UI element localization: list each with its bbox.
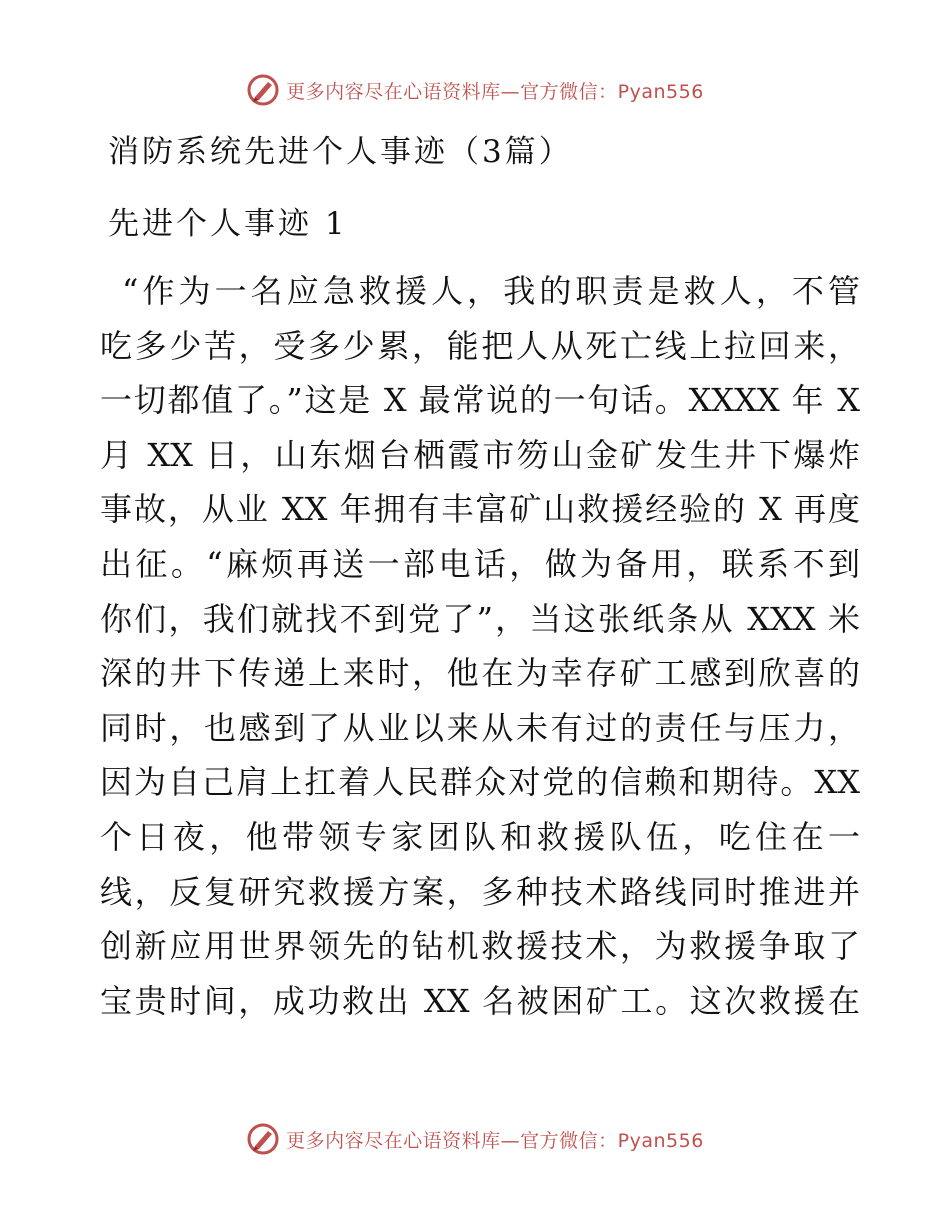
- body-line: 吃多少苦，受多少累，能把人从死亡线上拉回来，: [100, 326, 860, 365]
- body-line: 宝贵时间，成功救出 XX 名被困矿工。这次救援在: [100, 981, 860, 1020]
- body-line: 创新应用世界领先的钻机救援技术，为救援争取了: [100, 927, 860, 966]
- footer-banner-text: 更多内容尽在心语资料库—官方微信：Pyan556: [286, 1129, 704, 1152]
- header-banner: [0, 70, 950, 110]
- body-line: 线，反复研究救援方案，多种技术路线同时推进并: [100, 872, 860, 911]
- pen-logo-icon: [246, 1122, 280, 1156]
- body-line: 你们，我们就找不到党了”，当这张纸条从 XXX 米: [100, 599, 860, 638]
- body-line: 个日夜，他带领专家团队和救援队伍，吃住在一: [100, 817, 860, 856]
- body-line: 事故，从业 XX 年拥有丰富矿山救援经验的 X 再度: [100, 490, 860, 529]
- footer-banner: [0, 1119, 950, 1159]
- document-title: 消防系统先进个人事迹（3篇）: [108, 134, 573, 170]
- document-body: [100, 264, 860, 1028]
- body-line: 同时，也感到了从业以来从未有过的责任与压力，: [100, 708, 860, 747]
- section-title: 先进个人事迹 1: [108, 206, 348, 242]
- body-line: 一切都值了。”这是 X 最常说的一句话。XXXX 年 X: [100, 381, 860, 420]
- body-line: 月 XX 日，山东烟台栖霞市笏山金矿发生井下爆炸: [100, 435, 860, 474]
- header-banner-text: 更多内容尽在心语资料库—官方微信：Pyan556: [286, 80, 704, 103]
- body-line: 因为自己肩上扛着人民群众对党的信赖和期待。XX: [100, 763, 860, 802]
- pen-logo-icon: [246, 73, 280, 107]
- body-line: 出征。“麻烦再送一部电话，做为备用，联系不到: [100, 544, 860, 583]
- body-line: 深的井下传递上来时，他在为幸存矿工感到欣喜的: [100, 654, 860, 693]
- body-line: “作为一名应急救援人，我的职责是救人，不管: [122, 272, 860, 310]
